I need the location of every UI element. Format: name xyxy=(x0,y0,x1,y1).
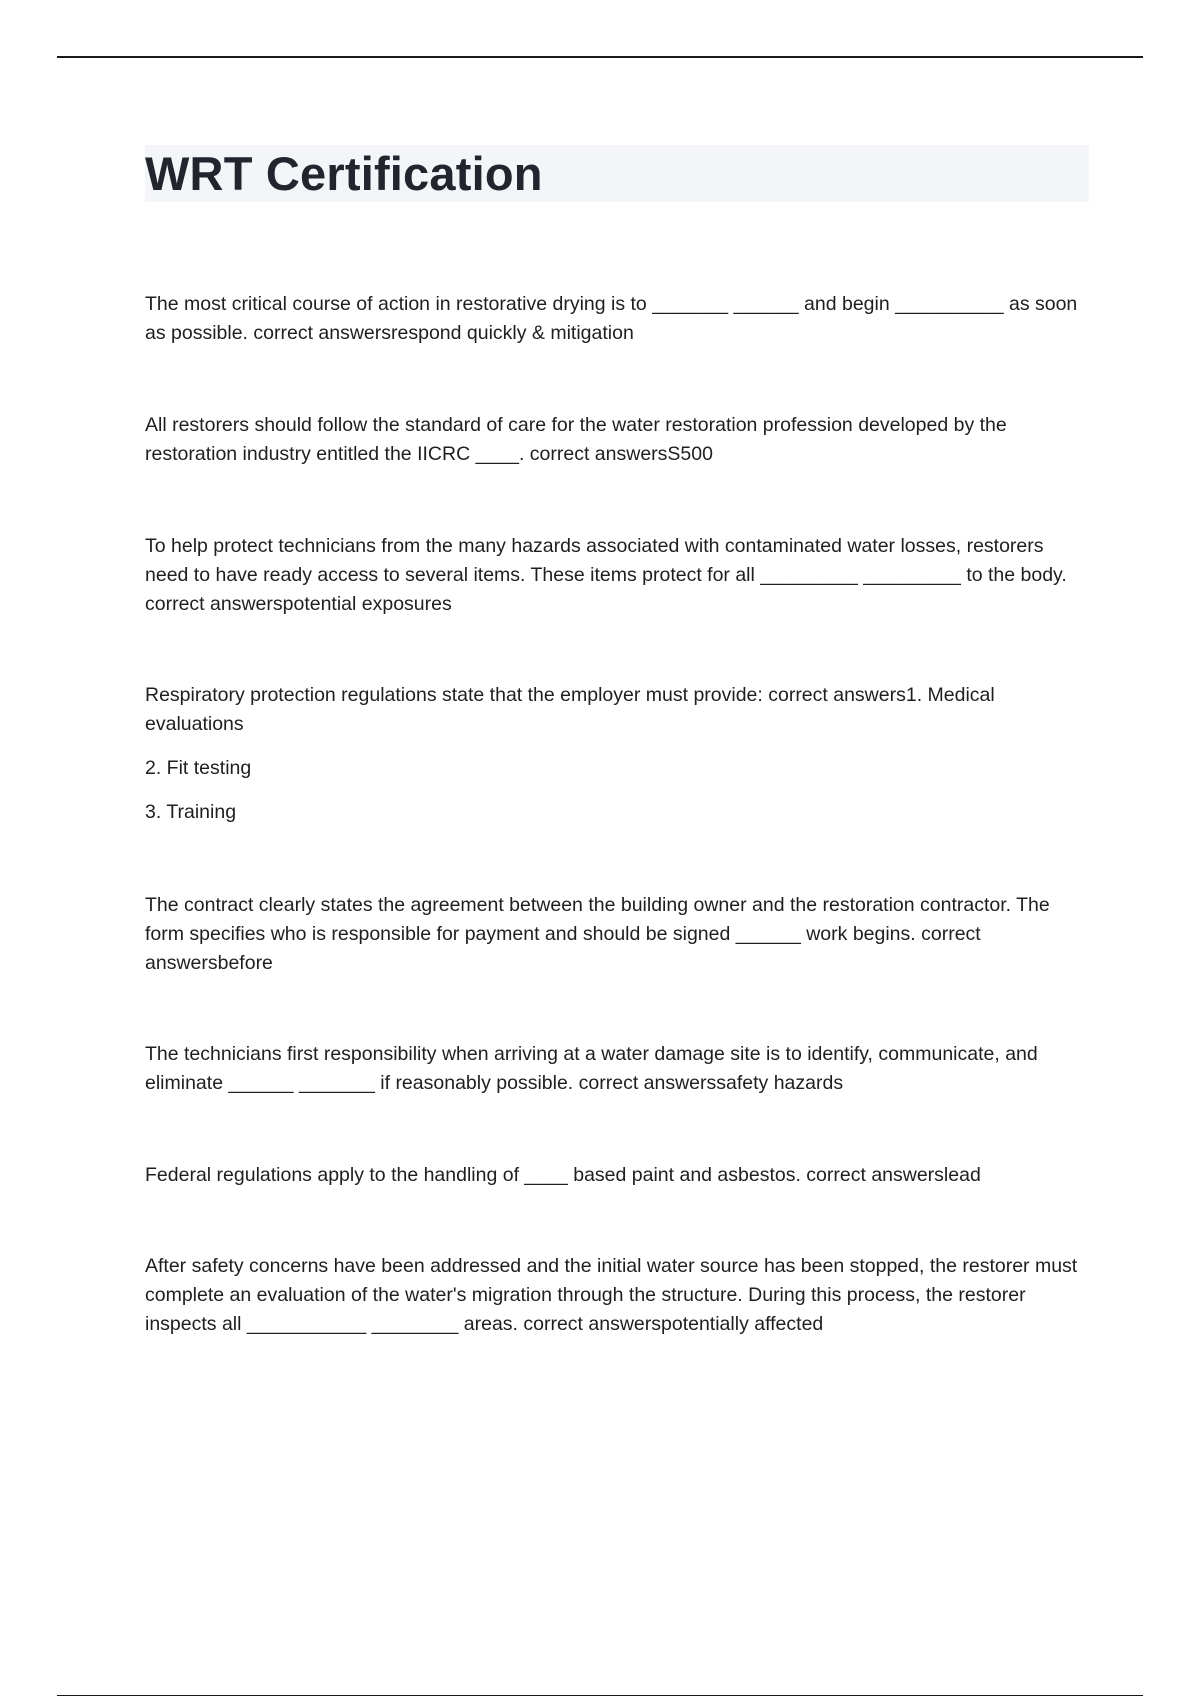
qa-item-4 xyxy=(145,681,1085,827)
qa-item-2 xyxy=(145,411,1085,469)
qa-text: The most critical course of action in restorative drying is to _______ ______ and begin __________ as soon as possible. correct answersrespond quickly & mitigation xyxy=(145,293,1078,344)
qa-item-5 xyxy=(145,891,1085,978)
qa-text: Federal regulations apply to the handling of ____ based paint and asbestos. correct answerslead xyxy=(145,1164,981,1186)
qa-list-item: 2. Fit testing xyxy=(145,757,252,779)
qa-text: The technicians first responsibility when arriving at a water damage site is to identify, communicate, and eliminate ______ _______ if reasonably possible. correct answerssafety hazards xyxy=(145,1043,1038,1094)
qa-item-1 xyxy=(145,290,1085,348)
document-title: WRT Certification xyxy=(145,147,543,200)
qa-text: To help protect technicians from the many hazards associated with contaminated water losses, restorers need to have ready access to several items. These items protect for all _________ _________ to the body. correct answerspotential exposures xyxy=(145,535,1067,615)
qa-item-8 xyxy=(145,1252,1085,1339)
qa-text: The contract clearly states the agreement between the building owner and the restoration contractor. The form specifies who is responsible for payment and should be signed ______ work begins. correct answersbefore xyxy=(145,894,1050,974)
bottom-rule xyxy=(57,1695,1143,1696)
qa-item-7 xyxy=(145,1161,1085,1190)
qa-text: All restorers should follow the standard of care for the water restoration profession developed by the restoration industry entitled the IICRC ____. correct answersS500 xyxy=(145,414,1007,465)
qa-list-item: 3. Training xyxy=(145,801,237,823)
qa-text: After safety concerns have been addressed and the initial water source has been stopped, the restorer must complete an evaluation of the water's migration through the structure. During this process, the restorer inspects all ___________ ________ areas. correct answerspotentially affected xyxy=(145,1255,1078,1335)
qa-item-6 xyxy=(145,1040,1085,1098)
top-rule xyxy=(57,56,1143,58)
qa-text: Respiratory protection regulations state that the employer must provide: correct answers1. Medical evaluations xyxy=(145,684,995,735)
qa-item-3 xyxy=(145,532,1085,619)
